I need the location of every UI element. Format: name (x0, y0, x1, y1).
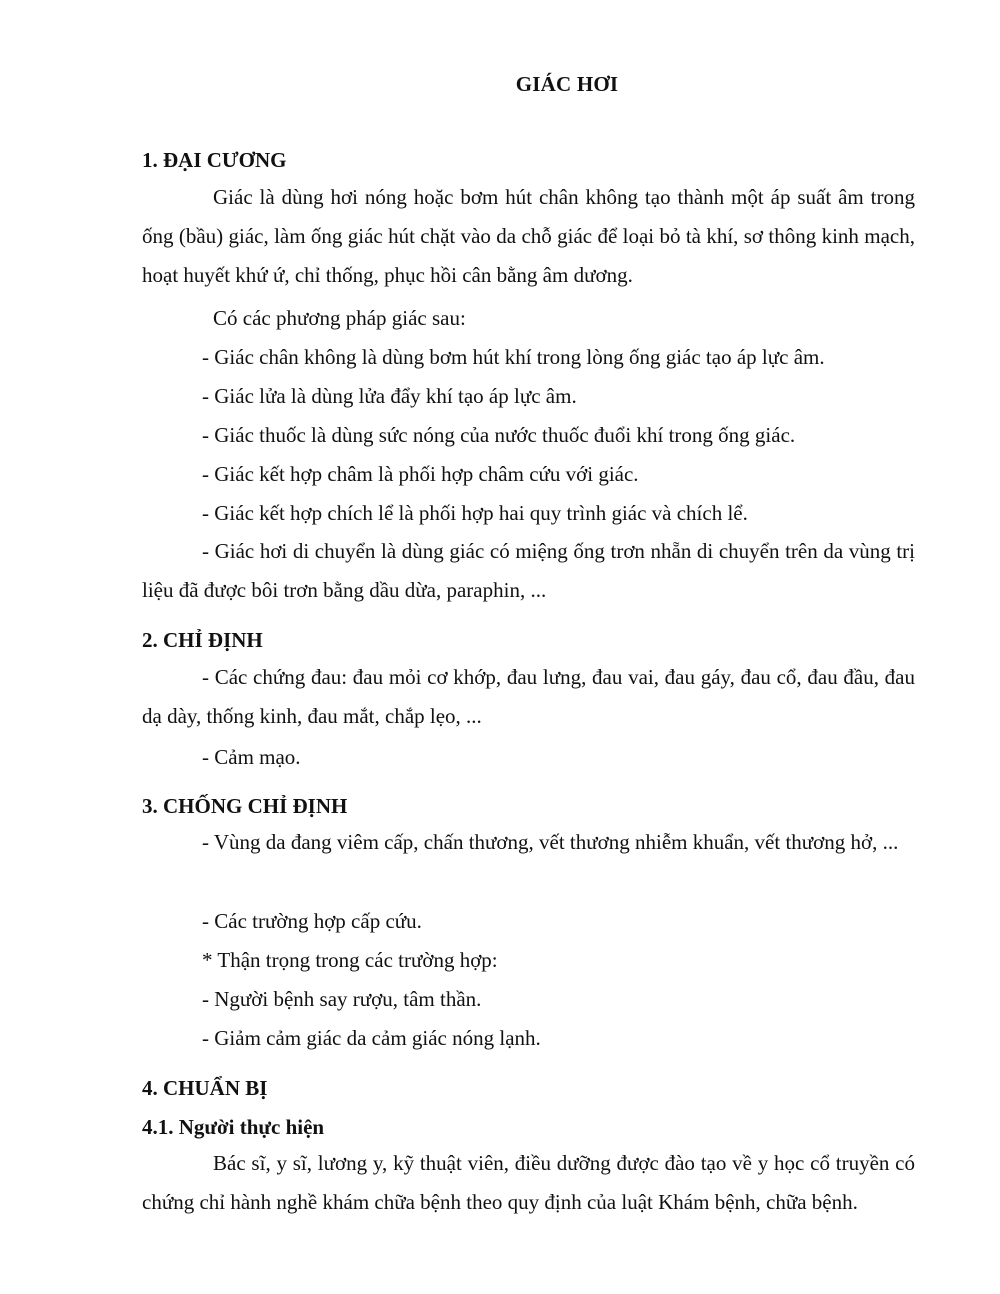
method-item: - Giác hơi di chuyển là dùng giác có miệng ống trơn nhẵn di chuyển trên da vùng trị liệu đã được bôi trơn bằng dầu dừa, paraphin, ... (142, 539, 915, 602)
contraindication-item: - Các trường hợp cấp cứu. (202, 909, 422, 933)
contraindication-item: - Vùng da đang viêm cấp, chấn thương, vết thương nhiễm khuẩn, vết thương hở, ... (202, 830, 899, 854)
section-heading-dai-cuong: 1. ĐẠI CƯƠNG (142, 148, 287, 172)
method-item: - Giác lửa là dùng lửa đẩy khí tạo áp lực âm. (202, 384, 577, 408)
caution-item: - Người bệnh say rượu, tâm thần. (202, 987, 482, 1011)
method-item: - Giác kết hợp chích lể là phối hợp hai quy trình giác và chích lể. (202, 501, 748, 525)
paragraph-dai-cuong: Giác là dùng hơi nóng hoặc bơm hút chân không tạo thành một áp suất âm trong ống (bầu) giác, làm ống giác hút chặt vào da chỗ giác để loại bỏ tà khí, sơ thông kinh mạch, hoạt huyết khứ ứ, chỉ thống, phục hồi cân bằng âm dương. (142, 185, 915, 287)
method-item: - Giác chân không là dùng bơm hút khí trong lòng ống giác tạo áp lực âm. (202, 345, 825, 369)
section-heading-chuan-bi: 4. CHUẨN BỊ (142, 1076, 268, 1100)
indication-item: - Các chứng đau: đau mỏi cơ khớp, đau lưng, đau vai, đau gáy, đau cổ, đau đầu, đau dạ dày, thống kinh, đau mắt, chắp lẹo, ... (142, 665, 915, 728)
section-heading-chi-dinh: 2. CHỈ ĐỊNH (142, 628, 263, 652)
section-heading-chong-chi-dinh: 3. CHỐNG CHỈ ĐỊNH (142, 794, 348, 818)
caution-item: - Giảm cảm giác da cảm giác nóng lạnh. (202, 1026, 541, 1050)
indication-item: - Cảm mạo. (202, 745, 301, 769)
paragraph-nguoi-thuc-hien: Bác sĩ, y sĩ, lương y, kỹ thuật viên, điều dưỡng được đào tạo về y học cổ truyền có chứng chỉ hành nghề khám chữa bệnh theo quy định của luật Khám bệnh, chữa bệnh. (142, 1151, 915, 1214)
method-item: - Giác thuốc là dùng sức nóng của nước thuốc đuổi khí trong ống giác. (202, 423, 796, 447)
document-title: GIÁC HƠI (515, 72, 619, 96)
subsection-heading-nguoi-thuc-hien: 4.1. Người thực hiện (142, 1115, 325, 1139)
methods-intro: Có các phương pháp giác sau: (213, 306, 466, 330)
caution-heading: * Thận trọng trong các trường hợp: (202, 948, 498, 972)
method-item: - Giác kết hợp châm là phối hợp châm cứu với giác. (202, 462, 639, 486)
